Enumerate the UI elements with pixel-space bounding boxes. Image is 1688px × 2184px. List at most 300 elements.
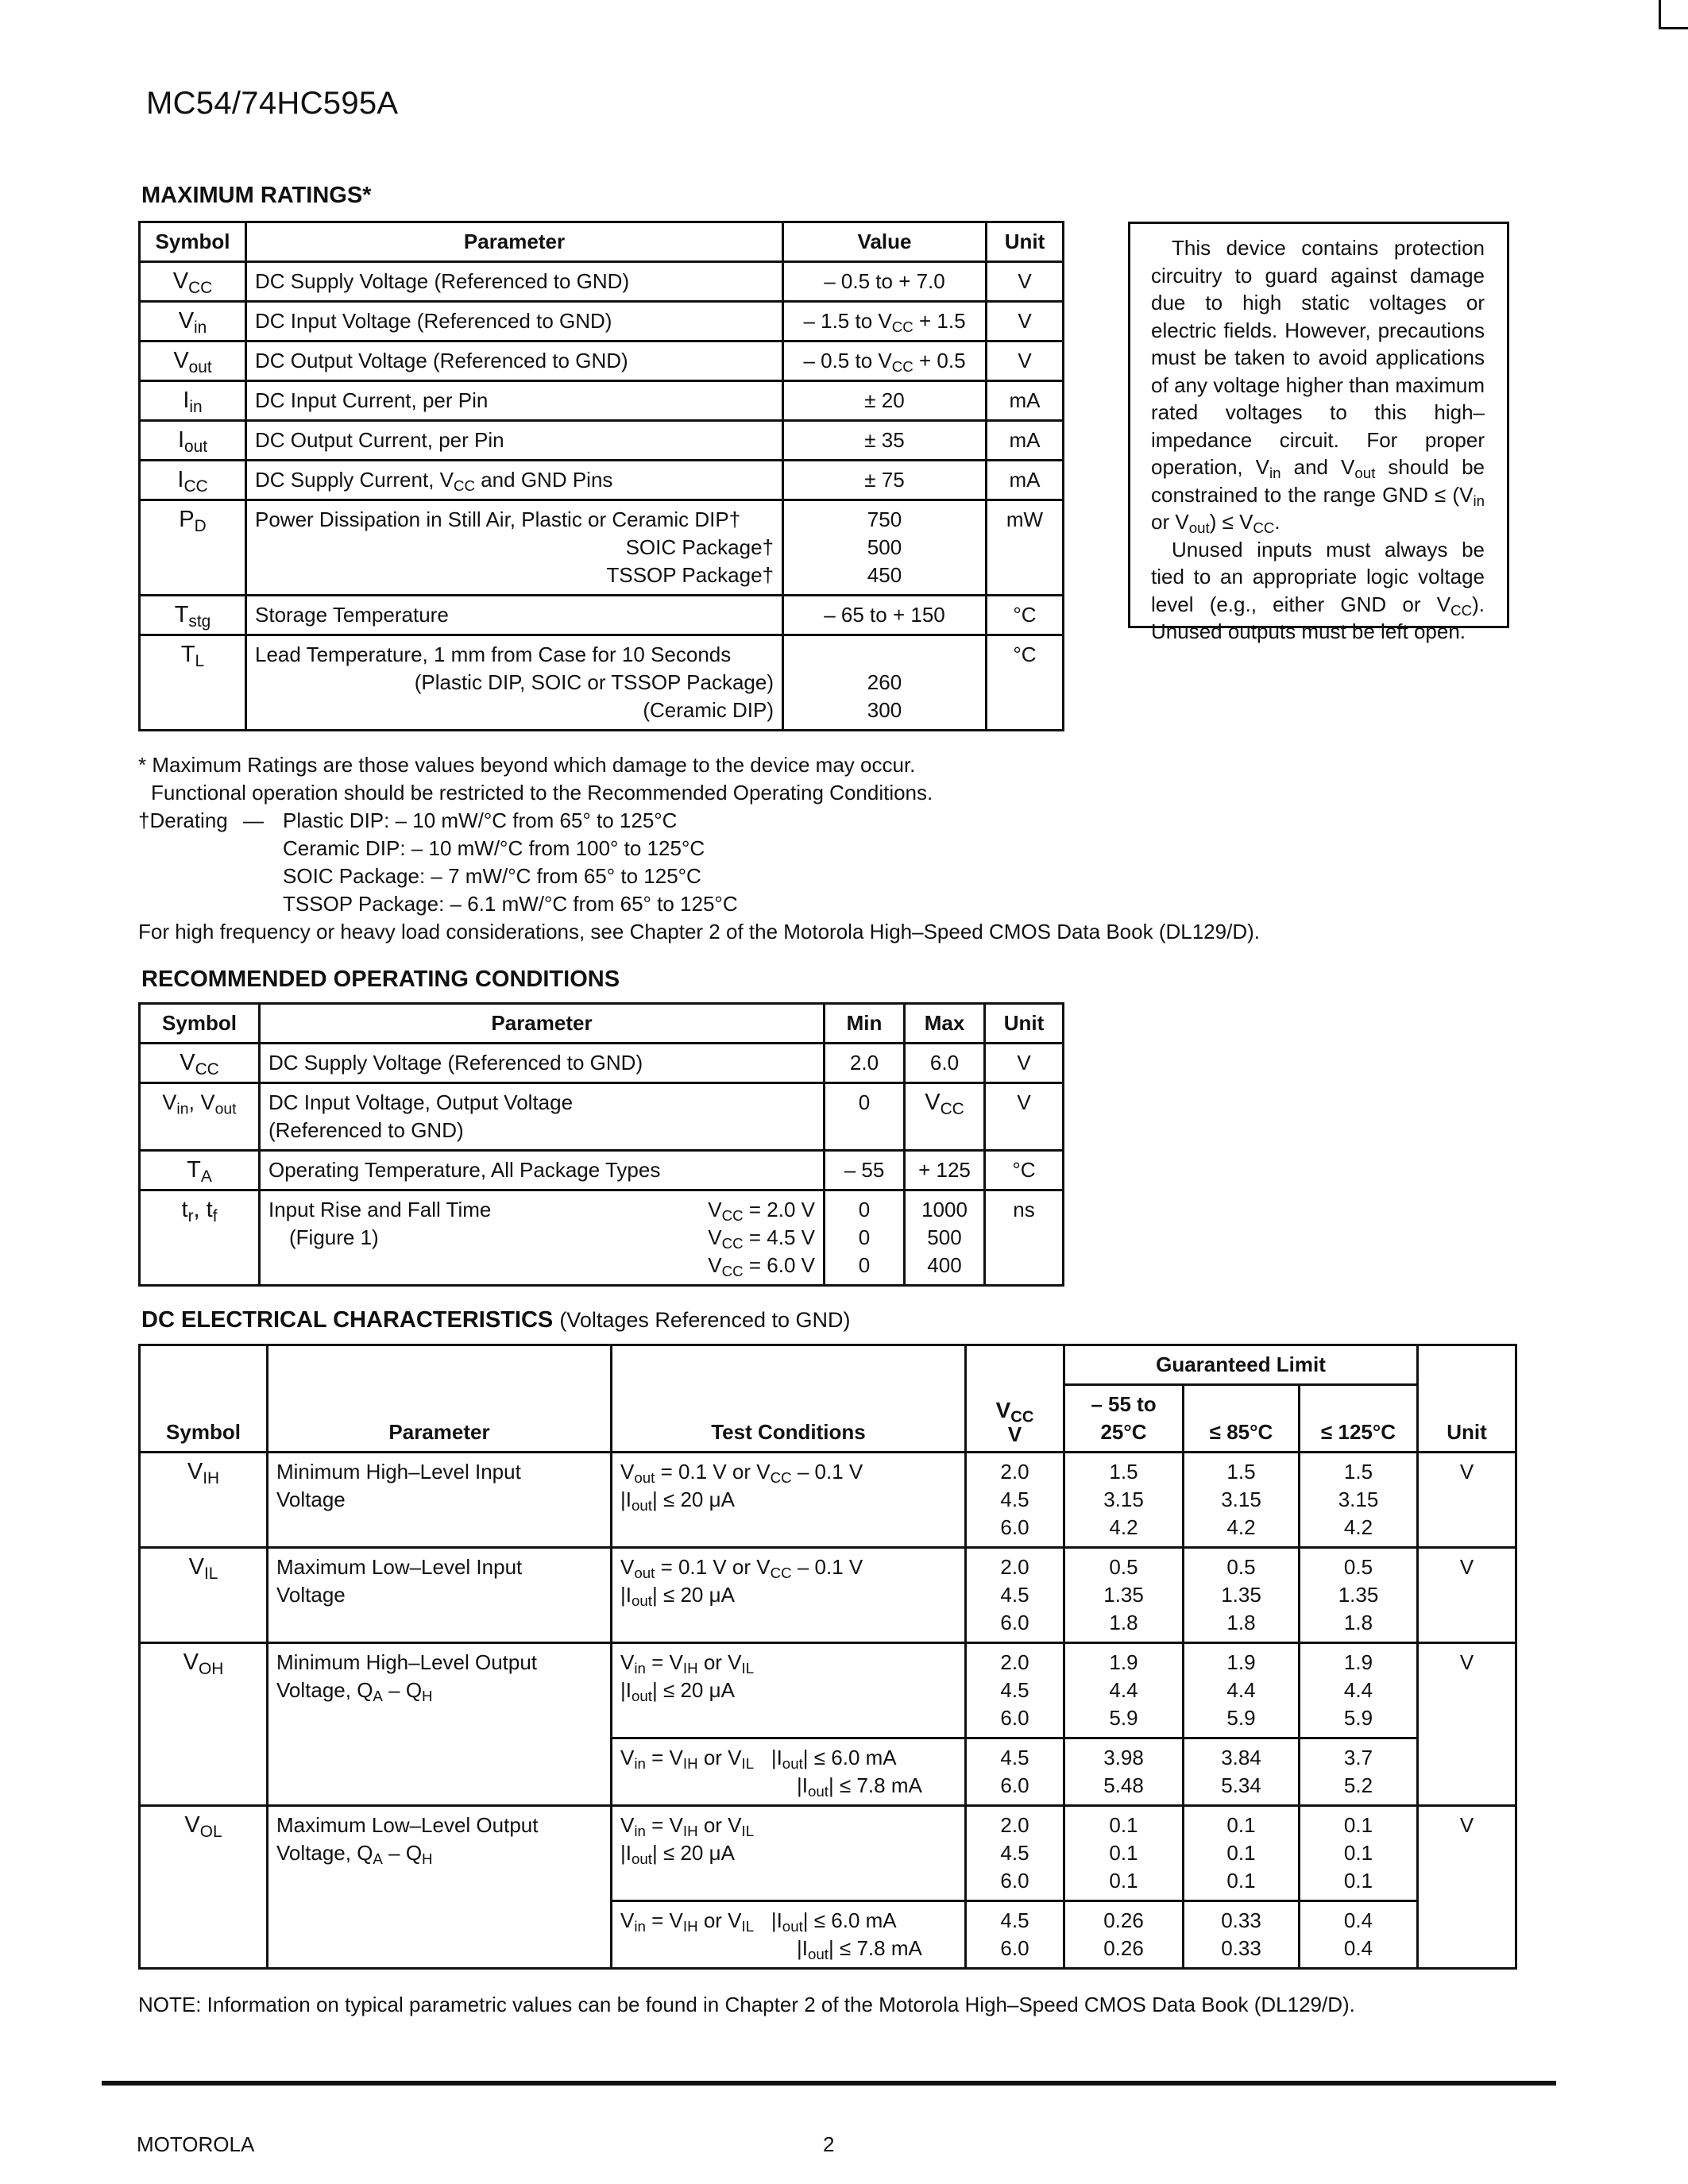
col-header-symbol: Symbol [140, 1004, 260, 1044]
condition-line [620, 1486, 956, 1514]
subscript: IL [741, 1823, 755, 1840]
unit-cell: V [985, 1044, 1064, 1083]
text-run: Unused inputs must always be tied to an appropriate logic voltage level (e.g., either GND or V [1151, 537, 1485, 616]
page-number: 2 [823, 2132, 835, 2156]
value-line: 6.0 [1000, 1611, 1029, 1634]
subscript: out [1354, 465, 1376, 482]
value-subscript: CC [891, 318, 914, 336]
subscript: IH [682, 1823, 698, 1840]
value-text: – 0.5 to V [803, 349, 892, 372]
symbol-cell [140, 262, 246, 302]
max-subscript: CC [940, 1099, 964, 1118]
derating-line: Ceramic DIP: – 10 mW/°C from 100° to 125°C [283, 836, 705, 860]
symbol-text: V [183, 1650, 199, 1675]
symbol-text: T [174, 602, 189, 627]
value-line: 4.4 [1226, 1678, 1256, 1702]
table-row [140, 1083, 1064, 1151]
value-line: 1.9 [1343, 1650, 1373, 1674]
dc-title-note: (Voltages Referenced to GND) [559, 1308, 851, 1332]
value-line: 750 [867, 507, 902, 531]
text-run: and V [1280, 455, 1355, 479]
col-header-vcc [966, 1345, 1064, 1453]
parameter-text: and GND Pins [475, 468, 613, 492]
text-run: = 2.0 V [743, 1198, 815, 1221]
table-row [140, 500, 1064, 596]
text-run: | ≤ 7.8 mA [828, 1936, 922, 1960]
subscript: out [782, 1918, 803, 1935]
max-line: 400 [927, 1253, 962, 1277]
symbol-subscript: CC [195, 1059, 219, 1078]
text-run: V [708, 1225, 722, 1249]
parameter-cell [246, 635, 783, 731]
value-line: 2.0 [1000, 1813, 1029, 1837]
value-line: 3.15 [1221, 1488, 1261, 1511]
condition-line [620, 1553, 956, 1581]
value-line: 6.0 [1000, 1706, 1029, 1730]
value-line: 4.2 [1343, 1515, 1373, 1539]
text-run: Voltage, Q [276, 1678, 373, 1702]
dc-title [141, 1307, 851, 1333]
value-line: 6.0 [1000, 1773, 1029, 1797]
text-run: = 0.1 V or V [655, 1555, 771, 1579]
parameter-line: (Figure 1) [289, 1225, 379, 1249]
parameter-cell: DC Input Voltage (Referenced to GND) [246, 302, 783, 341]
limit-cell [1184, 1901, 1300, 1969]
col-header-unit: Unit [985, 1004, 1064, 1044]
vcc-cell [966, 1453, 1064, 1548]
limit-cell [1184, 1643, 1300, 1738]
unit-cell: V [987, 302, 1064, 341]
value-line: 5.2 [1343, 1773, 1373, 1797]
symbol-subscript: out [214, 1100, 237, 1118]
symbol-cell [140, 635, 246, 731]
value-line: 0.5 [1109, 1555, 1138, 1579]
symbol-subscript: out [184, 437, 208, 456]
parameter-line [276, 1677, 602, 1704]
value-line: 6.0 [1000, 1515, 1029, 1539]
value-line: 0.1 [1343, 1841, 1373, 1865]
text-run: = 6.0 V [743, 1253, 815, 1277]
value-line: 0.26 [1103, 1936, 1144, 1960]
table-row [140, 635, 1064, 731]
parameter-line: Minimum High–Level Input [276, 1460, 521, 1484]
condition-line [620, 1649, 956, 1677]
value-line: 260 [867, 670, 902, 694]
subscript: out [807, 1783, 829, 1800]
parameter-line: (Plastic DIP, SOIC or TSSOP Package) [414, 670, 774, 694]
value-line: 1.35 [1221, 1583, 1261, 1607]
table-row [140, 1190, 1064, 1286]
dc-title-text: DC ELECTRICAL CHARACTERISTICS [141, 1307, 554, 1333]
dc-note: NOTE: Information on typical parametric values can be found in Chapter 2 of the Motorola High–Speed CMOS Data Book (DL129/D). [138, 1993, 1355, 2016]
subscript: IL [741, 1660, 755, 1677]
rec-op-table [138, 1002, 1064, 1287]
symbol-subscript: in [189, 397, 203, 416]
condition-line [620, 1839, 956, 1867]
text-run: or V [697, 1746, 742, 1769]
limit-cell [1184, 1548, 1300, 1643]
vcc-cell [966, 1806, 1064, 1901]
parameter-line: (Referenced to GND) [268, 1118, 464, 1142]
value-line: 0.1 [1109, 1869, 1138, 1893]
derating-line: Plastic DIP: – 10 mW/°C from 65° to 125°C [283, 808, 678, 832]
col-header-symbol: Symbol [140, 222, 246, 262]
col-header-value: Value [783, 222, 987, 262]
test-conditions-cell [612, 1806, 966, 1901]
condition-line [620, 1812, 956, 1839]
subscript: in [1269, 465, 1281, 482]
text-run: . [1274, 510, 1280, 534]
max-line: 500 [927, 1225, 962, 1249]
subscript: H [422, 1850, 433, 1868]
subscript: H [422, 1688, 433, 1705]
table-row [140, 1806, 1516, 1901]
table-header-row [140, 222, 1064, 262]
text-run: = V [645, 1813, 683, 1837]
subscript: CC [721, 1235, 744, 1252]
limit-cell [1064, 1806, 1184, 1901]
derating-label: †Derating [138, 808, 228, 832]
limit-cell [1300, 1453, 1418, 1548]
max-cell [905, 1190, 985, 1286]
value-line: 6.0 [1000, 1936, 1029, 1960]
text-run: or V [697, 1813, 742, 1837]
text-run: | ≤ 6.0 mA [802, 1746, 897, 1769]
symbol-text: T [180, 642, 195, 667]
symbol-text: V [187, 1459, 203, 1484]
value-line: 2.0 [1000, 1650, 1029, 1674]
test-conditions-cell [612, 1453, 966, 1548]
text-run: ) ≤ V [1209, 510, 1253, 534]
value-line: 4.4 [1109, 1678, 1138, 1702]
symbol-cell [140, 421, 246, 461]
text-run: V [620, 1460, 635, 1484]
value-line: 0.1 [1343, 1813, 1373, 1837]
subscript: in [1473, 492, 1485, 509]
condition-line [620, 1907, 956, 1935]
parameter-cell [268, 1806, 612, 1969]
text-run: or V [697, 1908, 742, 1932]
parameter-cell: DC Input Current, per Pin [246, 381, 783, 421]
subscript: out [634, 1469, 655, 1487]
max-ratings-title: MAXIMUM RATINGS* [141, 183, 372, 208]
symbol-subscript: L [195, 651, 205, 670]
text-run: V [620, 1908, 635, 1932]
text-run: = V [645, 1908, 683, 1932]
text-run: or V [1151, 510, 1189, 534]
value-line: 0.1 [1343, 1869, 1373, 1893]
symbol-text: V [173, 348, 189, 373]
col-header-parameter: Parameter [268, 1345, 612, 1453]
text-run: |I [620, 1583, 632, 1607]
table-row [140, 1044, 1064, 1083]
value-text: – 1.5 to V [803, 309, 892, 333]
subscript: out [631, 1850, 652, 1868]
col-header-temp-25 [1064, 1385, 1184, 1453]
text-run: V [620, 1650, 635, 1674]
subscript: CC [1010, 1408, 1034, 1426]
max-line: 1000 [921, 1198, 968, 1221]
unit-cell: V [985, 1083, 1064, 1151]
value-line: 4.2 [1226, 1515, 1256, 1539]
text-run: V [708, 1198, 722, 1221]
text-run: | ≤ 20 μA [651, 1841, 735, 1865]
subscript: CC [770, 1469, 792, 1487]
condition-text [708, 1196, 815, 1224]
parameter-cell: DC Supply Voltage (Referenced to GND) [260, 1044, 825, 1083]
symbol-text: V [184, 1812, 200, 1838]
limit-cell [1064, 1738, 1184, 1806]
symbol-text: V [172, 268, 189, 294]
symbol-subscript: OH [199, 1659, 224, 1678]
symbol-cell [140, 1083, 260, 1151]
subscript: out [634, 1565, 655, 1582]
table-row [140, 461, 1064, 500]
symbol-cell [140, 1190, 260, 1286]
footer-rule [102, 2081, 1556, 2086]
limit-cell [1064, 1643, 1184, 1738]
symbol-text: T [187, 1157, 201, 1183]
value-line: 1.9 [1109, 1650, 1138, 1674]
min-line: 0 [858, 1253, 871, 1277]
subscript: CC [721, 1263, 744, 1280]
text-run: | ≤ 20 μA [651, 1488, 735, 1511]
table-row [140, 1453, 1516, 1548]
temp-line: – 55 to [1091, 1392, 1157, 1416]
text-run: |I [620, 1678, 632, 1702]
text-run: |I [797, 1773, 808, 1797]
vcc-cell [966, 1738, 1064, 1806]
text-run: V [708, 1253, 722, 1277]
value-line: 3.7 [1343, 1746, 1373, 1769]
symbol-text: V [178, 308, 195, 334]
subscript: out [631, 1688, 652, 1705]
symbol-subscript: D [194, 516, 207, 535]
symbol-cell [140, 1548, 268, 1643]
max-cell [905, 1083, 985, 1151]
limit-cell [1184, 1806, 1300, 1901]
symbol-text: V [162, 1090, 177, 1114]
vcc-unit: V [1007, 1422, 1022, 1446]
test-conditions-cell [612, 1738, 966, 1806]
value-line: 4.5 [1000, 1841, 1029, 1865]
unit-cell: V [1418, 1806, 1516, 1969]
derating-line: TSSOP Package: – 6.1 mW/°C from 65° to 125°C [283, 892, 738, 916]
symbol-subscript: in [176, 1100, 189, 1118]
parameter-cell [246, 500, 783, 596]
condition-line [620, 1677, 956, 1704]
symbol-cell [140, 1643, 268, 1806]
subscript: CC [1450, 601, 1473, 619]
unit-cell: V [1418, 1453, 1516, 1548]
symbol-text: , t [193, 1197, 213, 1222]
table-header-row [140, 1345, 1516, 1385]
col-header-min: Min [825, 1004, 905, 1044]
value-line: 2.0 [1000, 1555, 1029, 1579]
value-cell: – 65 to + 150 [783, 596, 987, 635]
text-run: V [995, 1398, 1011, 1422]
subscript: A [373, 1688, 383, 1705]
symbol-cell [140, 381, 246, 421]
parameter-cell [268, 1548, 612, 1643]
text-run: V [620, 1813, 635, 1837]
symbol-text: I [177, 467, 184, 492]
text-run: = V [645, 1650, 683, 1674]
limit-cell [1300, 1806, 1418, 1901]
parameter-cell [268, 1453, 612, 1548]
col-header-parameter: Parameter [246, 222, 783, 262]
value-line: 1.8 [1343, 1611, 1373, 1634]
text-run: |I [771, 1746, 782, 1769]
parameter-cell [268, 1643, 612, 1806]
subscript: CC [1253, 519, 1275, 537]
rec-op-title: RECOMMENDED OPERATING CONDITIONS [141, 967, 620, 992]
value-line: 3.84 [1221, 1746, 1261, 1769]
max-ratings-table [138, 221, 1064, 731]
col-header-unit: Unit [1418, 1345, 1516, 1453]
symbol-cell [140, 461, 246, 500]
symbol-cell [140, 341, 246, 381]
unit-cell: mA [987, 461, 1064, 500]
condition-line [620, 1744, 956, 1772]
vcc-cell [966, 1643, 1064, 1738]
text-run: = 4.5 V [743, 1225, 815, 1249]
protection-note-box [1128, 222, 1509, 643]
parameter-line: Maximum Low–Level Output [276, 1813, 539, 1837]
parameter-subscript: CC [453, 477, 475, 495]
parameter-cell [260, 1190, 825, 1286]
text-run: This device contains protection circuitry to guard against damage due to high static voltages or electric fields. However, precautions must be taken to avoid applications of any voltage higher than maximum rated voltages to this high–impedance circuit. For proper operation, V [1151, 236, 1485, 479]
table-row [140, 302, 1064, 341]
text-run: | ≤ 7.8 mA [828, 1773, 922, 1797]
value-line: 3.15 [1103, 1488, 1144, 1511]
limit-cell [1300, 1548, 1418, 1643]
text-run: = 0.1 V or V [655, 1460, 771, 1484]
corner-crop-mark [1659, 0, 1688, 29]
parameter-cell [246, 461, 783, 500]
table-header-row [140, 1004, 1064, 1044]
parameter-cell: DC Output Voltage (Referenced to GND) [246, 341, 783, 381]
min-cell: – 55 [825, 1151, 905, 1190]
parameter-line: Power Dissipation in Still Air, Plastic or Ceramic DIP† [255, 507, 741, 531]
unit-cell: mA [987, 381, 1064, 421]
limit-cell [1064, 1453, 1184, 1548]
test-conditions-cell [612, 1643, 966, 1738]
parameter-line: SOIC Package† [625, 535, 774, 559]
subscript: out [1188, 519, 1210, 537]
subscript: IH [682, 1755, 698, 1773]
symbol-text: P [179, 507, 195, 532]
text-run: – Q [382, 1841, 423, 1865]
symbol-subscript: out [188, 357, 212, 376]
derating-dash: — [243, 808, 264, 832]
min-line: 0 [858, 1198, 871, 1221]
limit-cell [1184, 1738, 1300, 1806]
symbol-subscript: stg [188, 612, 211, 631]
condition-line [620, 1772, 956, 1800]
reference-note: For high frequency or heavy load considerations, see Chapter 2 of the Motorola High–Speed CMOS Data Book (DL129/D). [138, 920, 1260, 943]
temp-line: 25°C [1100, 1420, 1147, 1444]
col-header-parameter: Parameter [260, 1004, 825, 1044]
table-row [140, 421, 1064, 461]
symbol-cell [140, 1151, 260, 1190]
symbol-subscript: A [200, 1167, 212, 1186]
table-row [140, 1643, 1516, 1738]
protection-paragraph [1151, 234, 1485, 536]
vcc-cell [966, 1901, 1064, 1969]
symbol-text: , V [188, 1090, 215, 1114]
min-cell: 2.0 [825, 1044, 905, 1083]
table-row [140, 596, 1064, 635]
derating-line: SOIC Package: – 7 mW/°C from 65° to 125°C [283, 864, 701, 888]
parameter-line: TSSOP Package† [606, 563, 774, 587]
text-run: |I [620, 1488, 632, 1511]
value-line: 500 [867, 535, 902, 559]
col-header-temp-85: ≤ 85°C [1184, 1385, 1300, 1453]
symbol-text: t [181, 1197, 188, 1222]
value-line: 4.5 [1000, 1746, 1029, 1769]
condition-text [708, 1252, 815, 1279]
table-row [140, 381, 1064, 421]
value-line: 0.1 [1226, 1841, 1256, 1865]
test-conditions-cell [612, 1548, 966, 1643]
value-cell [783, 500, 987, 596]
subscript: IH [682, 1918, 698, 1935]
symbol-text: I [177, 427, 185, 453]
value-line: 0.1 [1109, 1813, 1138, 1837]
table-row [140, 1548, 1516, 1643]
table-row [140, 262, 1064, 302]
value-line: 1.8 [1109, 1611, 1138, 1634]
col-header-unit: Unit [987, 222, 1064, 262]
parameter-line: (Ceramic DIP) [643, 698, 774, 722]
value-cell [783, 635, 987, 731]
symbol-subscript: r [187, 1206, 194, 1225]
text-run: should be constrained to the range GND ≤ (V [1151, 455, 1485, 507]
value-line: 0.4 [1343, 1908, 1373, 1932]
parameter-line: DC Input Voltage, Output Voltage [268, 1090, 574, 1114]
text-run: = V [645, 1746, 683, 1769]
symbol-cell [140, 1044, 260, 1083]
condition-line [620, 1935, 956, 1962]
footer-brand: MOTOROLA [137, 2132, 255, 2156]
value-line: 4.2 [1109, 1515, 1138, 1539]
unit-cell: mA [987, 421, 1064, 461]
value-line: 4.5 [1000, 1583, 1029, 1607]
max-cell: + 125 [905, 1151, 985, 1190]
subscript: out [631, 1497, 652, 1515]
table-row [140, 1151, 1064, 1190]
symbol-subscript: f [212, 1206, 218, 1225]
symbol-subscript: IL [203, 1564, 218, 1583]
dc-characteristics-table [138, 1344, 1517, 1970]
unit-cell: °C [985, 1151, 1064, 1190]
limit-cell [1064, 1901, 1184, 1969]
symbol-text: V [180, 1050, 195, 1075]
max-text: V [925, 1090, 941, 1115]
text-run: | ≤ 20 μA [651, 1583, 735, 1607]
limit-cell [1184, 1453, 1300, 1548]
value-line: 4.4 [1343, 1678, 1373, 1702]
value-line: 4.5 [1000, 1488, 1029, 1511]
max-cell: 6.0 [905, 1044, 985, 1083]
document-title: MC54/74HC595A [146, 86, 399, 121]
value-line: 5.34 [1221, 1773, 1261, 1797]
parameter-cell: Storage Temperature [246, 596, 783, 635]
value-line: 450 [867, 563, 902, 587]
value-text: + 1.5 [913, 309, 966, 333]
subscript: IH [682, 1660, 698, 1677]
